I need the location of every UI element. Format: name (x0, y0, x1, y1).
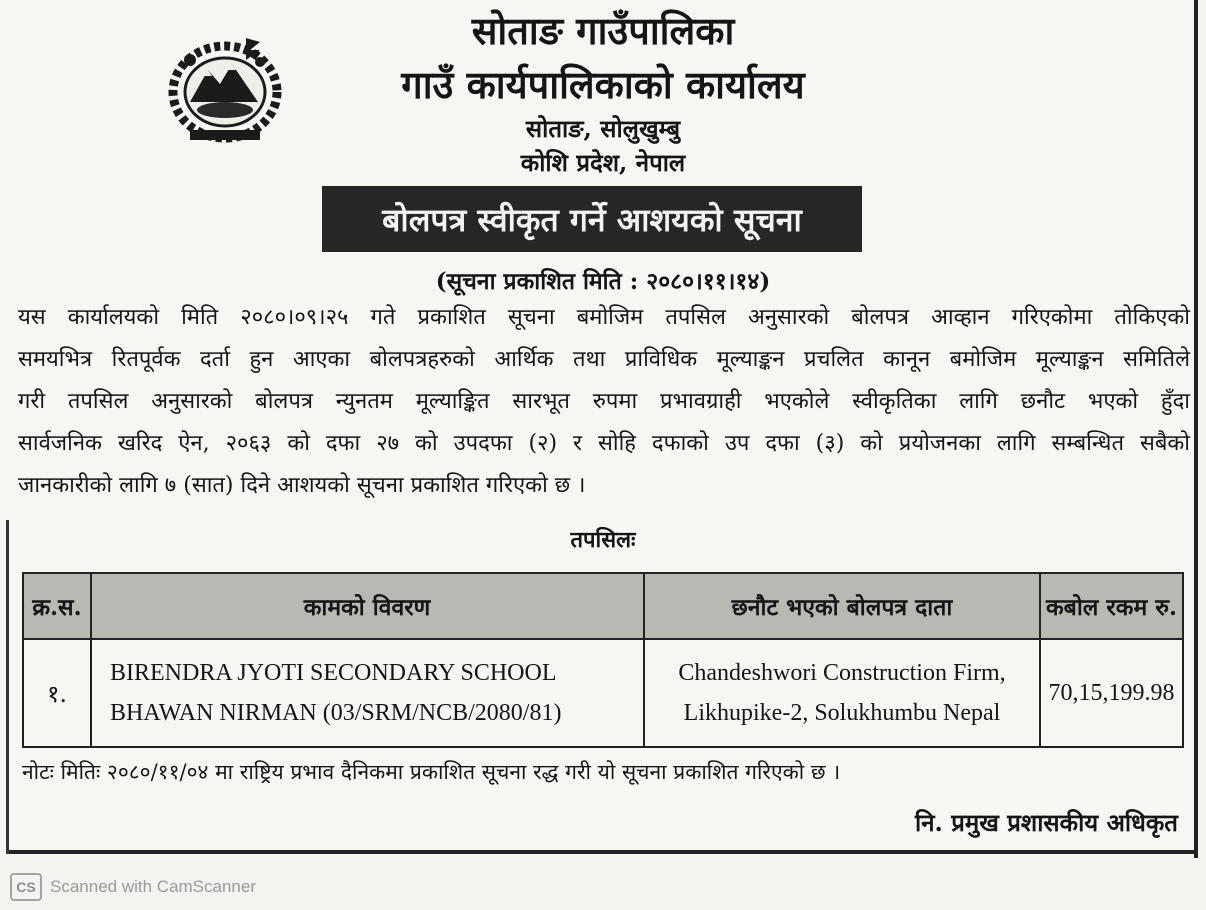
office-province: कोशि प्रदेश, नेपाल (520, 148, 686, 177)
table-row (23, 639, 1183, 747)
published-date: (सूचना प्रकाशित मिति : २०८०।११।१४) (435, 268, 771, 295)
note-text: नोटः मितिः २०८०/११/०४ मा राष्ट्रिय प्रभाव दैनिकमा प्रकाशित सूचना रद्ध गरी यो सूचना प्रकाशित गरिएको छ । (22, 760, 841, 784)
camscanner-logo-icon: CS (10, 873, 42, 901)
work-line-1: BIRENDRA JYOTI SECONDARY SCHOOL (110, 660, 557, 686)
row-selected-bidder (644, 639, 1040, 747)
tapasil-heading: तपसिलः (570, 527, 636, 553)
header-serial: क्र.स. (23, 573, 91, 639)
page-border-left (6, 520, 9, 854)
notice-banner (322, 186, 862, 252)
camscanner-watermark (10, 873, 256, 901)
header-selected-bidder: छनौट भएको बोलपत्र दाता (644, 573, 1040, 639)
bid-table (22, 572, 1184, 748)
page-border-bottom (8, 850, 1198, 854)
body-line-5: जानकारीको लागि ७ (सात) दिने आशयको सूचना प्रकाशित गरिएको छ । (18, 473, 586, 498)
body-line-2: समयभित्र रितपूर्वक दर्ता हुन आएका बोलपत्रहरुको आर्थिक तथा प्राविधिक मूल्याङ्कन प्रचलित कानून बमोजिम मूल्याङ्कन समितिले (18, 347, 1190, 372)
table-header-row (23, 573, 1183, 639)
body-line-1: यस कार्यालयको मिति २०८०।०९।२५ गते प्रकाशित सूचना बमोजिम तपसिल अनुसारको बोलपत्र आव्हान गरिएकोमा तोकिएको (18, 305, 1190, 330)
office-name: गाउँ कार्यपालिकाको कार्यालय (401, 62, 805, 107)
row-bid-amount: 70,15,199.98 (1040, 639, 1183, 747)
body-line-3: गरी तपसिल अनुसारको बोलपत्र न्युनतम मूल्याङ्कित सारभूत रुपमा प्रभावग्राही भएकोले स्वीकृतिका लागि छनौट भएको हुँदा (18, 389, 1190, 414)
header-work-description: कामको विवरण (91, 573, 644, 639)
office-location: सोताङ, सोलुखुम्बु (525, 114, 681, 143)
body-line-4: सार्वजनिक खरिद ऐन, २०६३ को दफा २७ को उपदफा (२) र सोहि दफाको उप दफा (३) को प्रयोजनका लागि सम्बन्धित सबैको (18, 431, 1190, 456)
bidder-line-1: Chandeshwori Construction Firm, (678, 660, 1006, 686)
bidder-line-2: Likhupike-2, Solukhumbu Nepal (683, 700, 1001, 726)
municipality-name: सोताङ गाउँपालिका (471, 8, 735, 53)
work-line-2: BHAWAN NIRMAN (03/SRM/NCB/2080/81) (110, 700, 562, 726)
signature-title: नि. प्रमुख प्रशासकीय अधिकृत (914, 808, 1178, 837)
camscanner-text: Scanned with CamScanner (50, 877, 257, 896)
row-serial: १. (23, 639, 91, 747)
row-work-description (91, 639, 644, 747)
header-bid-amount: कबोल रकम रु. (1040, 573, 1183, 639)
notice-banner-text: बोलपत्र स्वीकृत गर्ने आशयको सूचना (382, 200, 802, 239)
